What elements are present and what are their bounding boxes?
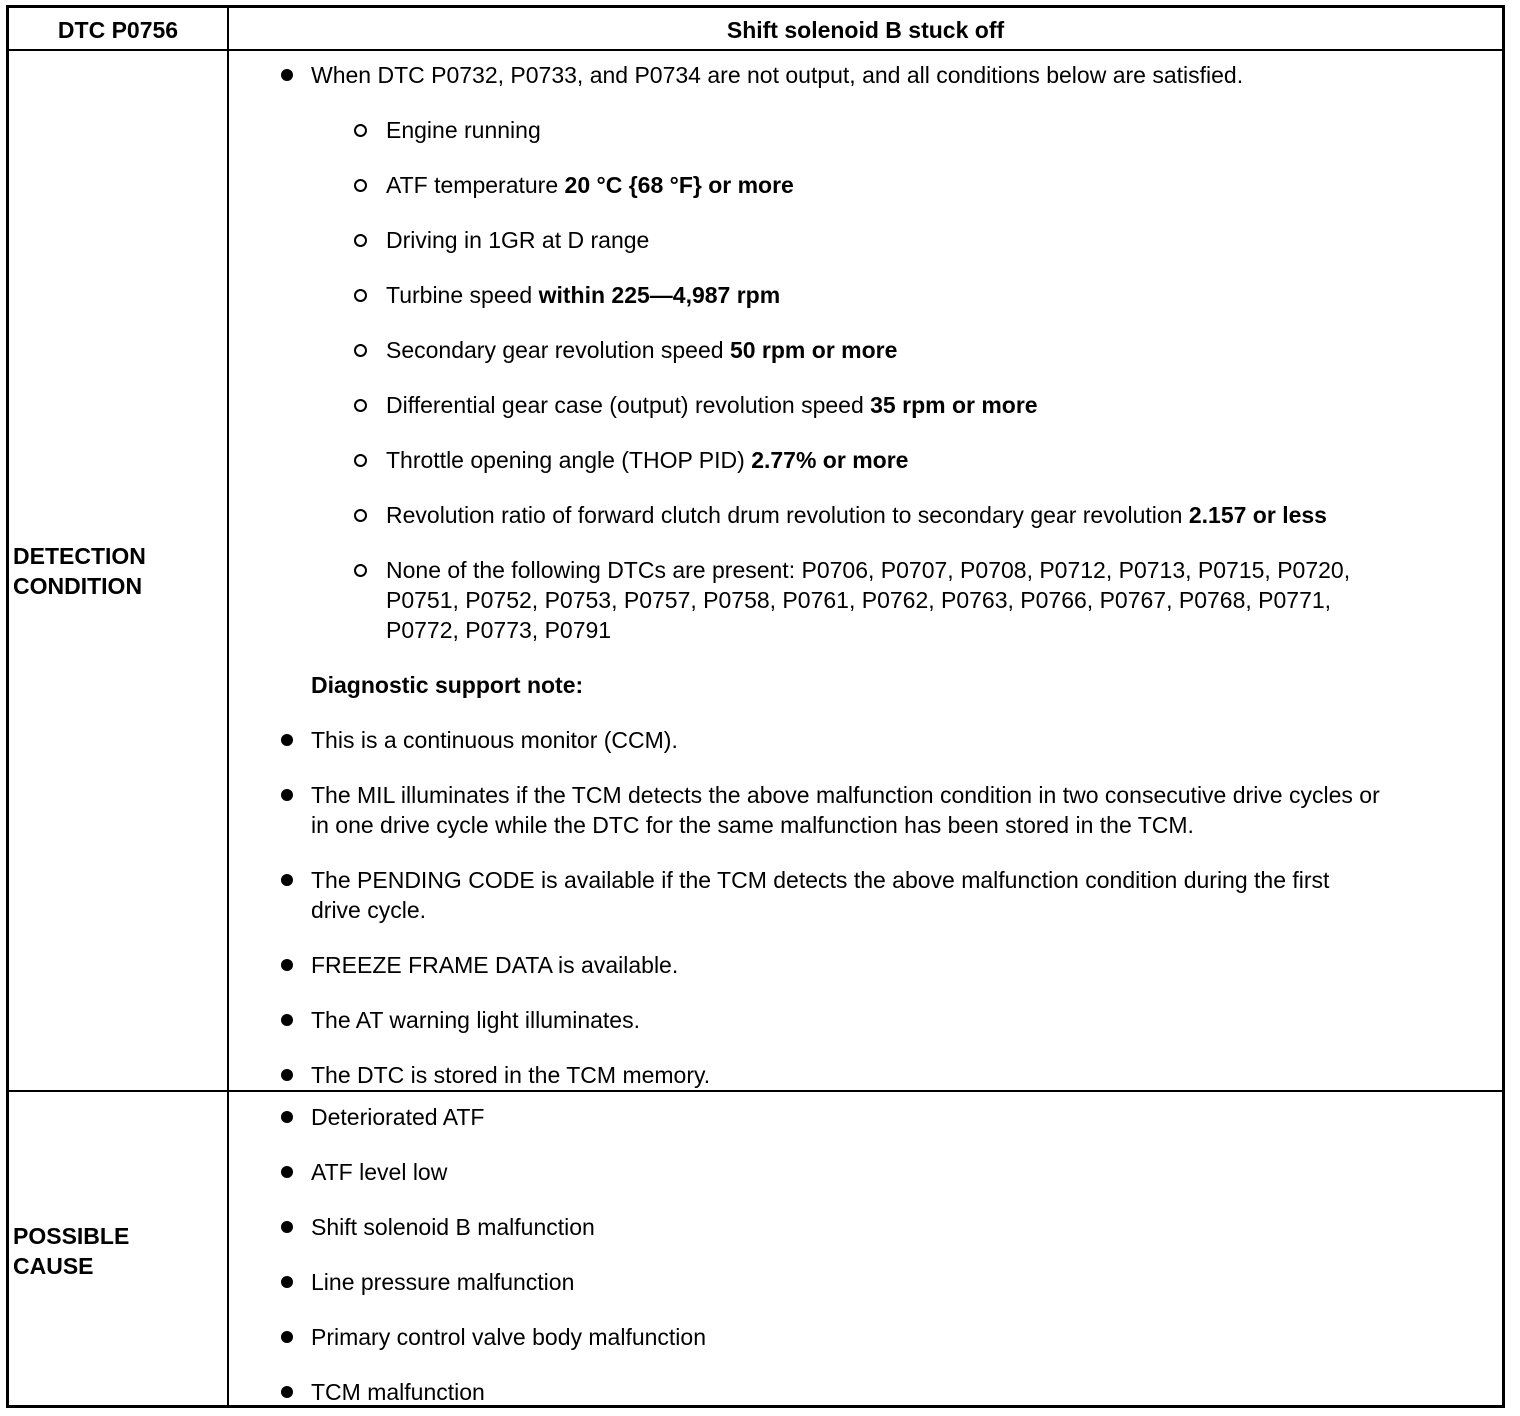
- column-divider: [227, 8, 229, 1405]
- dtc-table: [6, 5, 1505, 1408]
- sub-condition: [386, 280, 780, 310]
- sub-bullet-icon: [354, 564, 367, 577]
- cause-item: TCM malfunction: [311, 1379, 485, 1405]
- text: Differential gear case (output) revolution speed: [386, 392, 871, 418]
- value: 35 rpm or more: [870, 392, 1038, 418]
- bullet-icon: [281, 1221, 293, 1233]
- bullet-icon: [281, 959, 293, 971]
- dtc-title-header: Shift solenoid B stuck off: [726, 17, 1005, 43]
- text-line: in one drive cycle while the DTC for the same malfunction has been stored in the TCM.: [311, 812, 1194, 838]
- sub-bullet-icon: [354, 509, 367, 522]
- sub-bullet-icon: [354, 344, 367, 357]
- cause-item: Line pressure malfunction: [311, 1269, 575, 1295]
- bullet-icon: [281, 1386, 293, 1398]
- bullet-icon: [281, 1014, 293, 1026]
- value: 2.157 or less: [1188, 502, 1327, 528]
- text-line: P0751, P0752, P0753, P0757, P0758, P0761, P0762, P0763, P0766, P0767, P0768, P0771,: [386, 587, 1332, 613]
- text: Revolution ratio of forward clutch drum revolution to secondary gear revolution: [386, 502, 1189, 528]
- bullet-icon: [281, 789, 293, 801]
- value: 20 °C {68 °F} or more: [564, 172, 794, 198]
- diagnostic-note-heading: Diagnostic support note:: [311, 672, 584, 698]
- sub-bullet-icon: [354, 234, 367, 247]
- note-item: [311, 780, 1380, 840]
- bullet-icon: [281, 734, 293, 746]
- sub-condition: [386, 500, 1327, 530]
- bullet-icon: [281, 1069, 293, 1081]
- text-line: The PENDING CODE is available if the TCM detects the above malfunction condition during the first: [311, 867, 1330, 893]
- label-line: CAUSE: [13, 1253, 94, 1279]
- text-line: None of the following DTCs are present: P0706, P0707, P0708, P0712, P0713, P0715, P0720,: [386, 557, 1351, 583]
- note-item: The DTC is stored in the TCM memory.: [311, 1062, 711, 1088]
- note-item: This is a continuous monitor (CCM).: [311, 727, 678, 753]
- label-line: POSSIBLE: [13, 1223, 130, 1249]
- sub-condition: Engine running: [386, 117, 541, 143]
- header-divider: [9, 49, 1502, 51]
- sub-condition-dtc-list: [386, 555, 1350, 645]
- cause-item: Primary control valve body malfunction: [311, 1324, 706, 1350]
- sub-condition: Driving in 1GR at D range: [386, 227, 650, 253]
- text-line: drive cycle.: [311, 897, 427, 923]
- row-divider: [9, 1090, 1502, 1092]
- cause-item: Shift solenoid B malfunction: [311, 1214, 595, 1240]
- label-line: DETECTION: [13, 543, 146, 569]
- sub-bullet-icon: [354, 179, 367, 192]
- bullet-icon: [281, 1331, 293, 1343]
- value: 50 rpm or more: [729, 337, 898, 363]
- note-item: The AT warning light illuminates.: [311, 1007, 640, 1033]
- text-line: P0772, P0773, P0791: [386, 617, 612, 643]
- sub-condition: [386, 335, 897, 365]
- text: Turbine speed: [386, 282, 539, 308]
- cause-item: ATF level low: [311, 1159, 448, 1185]
- sub-condition: [386, 170, 794, 200]
- detection-condition-label: [13, 541, 213, 601]
- text-line: The MIL illuminates if the TCM detects the above malfunction condition in two consecutive drive cycles or: [311, 782, 1380, 808]
- sub-bullet-icon: [354, 399, 367, 412]
- dtc-code-header: DTC P0756: [57, 17, 179, 43]
- sub-condition: [386, 390, 1038, 420]
- note-item: FREEZE FRAME DATA is available.: [311, 952, 679, 978]
- bullet-icon: [281, 1166, 293, 1178]
- text: ATF temperature: [386, 172, 565, 198]
- bullet-icon: [281, 874, 293, 886]
- note-item: [311, 865, 1329, 925]
- sub-bullet-icon: [354, 454, 367, 467]
- value: within 225—4,987 rpm: [538, 282, 781, 308]
- sub-bullet-icon: [354, 289, 367, 302]
- bullet-icon: [281, 1111, 293, 1123]
- text: Throttle opening angle (THOP PID): [386, 447, 752, 473]
- value: 2.77% or more: [751, 447, 909, 473]
- possible-cause-label: [13, 1221, 213, 1281]
- label-line: CONDITION: [13, 573, 143, 599]
- main-condition-text: When DTC P0732, P0733, and P0734 are not output, and all conditions below are satisfied.: [311, 62, 1244, 88]
- sub-bullet-icon: [354, 124, 367, 137]
- text: Secondary gear revolution speed: [386, 337, 730, 363]
- bullet-icon: [281, 1276, 293, 1288]
- sub-condition: [386, 445, 908, 475]
- bullet-icon: [281, 69, 293, 81]
- cause-item: Deteriorated ATF: [311, 1104, 485, 1130]
